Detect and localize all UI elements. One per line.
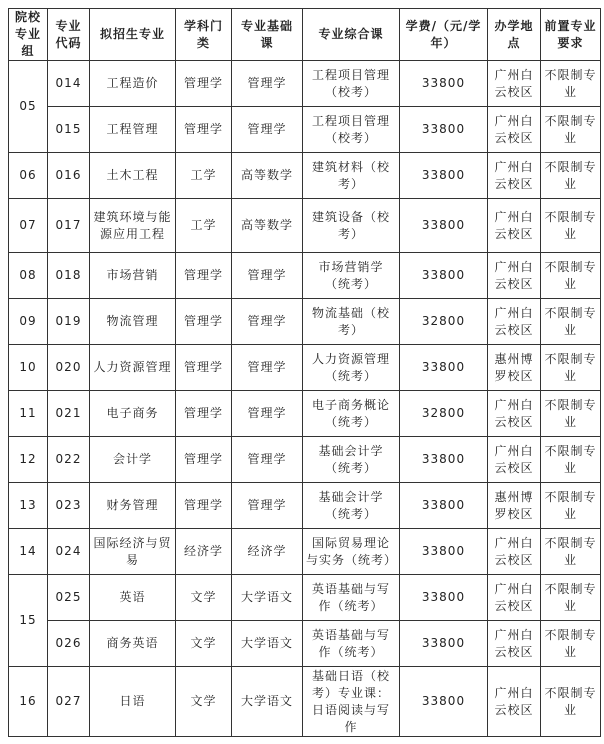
campus: 广州白云校区 — [488, 199, 541, 253]
group-number: 14 — [9, 529, 48, 575]
header-code: 专业代码 — [48, 9, 90, 61]
header-group: 院校专业组 — [9, 9, 48, 61]
campus: 广州白云校区 — [488, 61, 541, 107]
prereq: 不限制专业 — [541, 61, 601, 107]
comprehensive-course: 基础日语（校考）专业课：日语阅读与写作 — [303, 667, 400, 737]
tuition: 33800 — [400, 153, 488, 199]
discipline-category: 管理学 — [176, 483, 232, 529]
group-number: 07 — [9, 199, 48, 253]
tuition: 33800 — [400, 61, 488, 107]
table-row — [9, 667, 601, 737]
group-number: 11 — [9, 391, 48, 437]
basic-course: 管理学 — [232, 253, 303, 299]
major-name: 工程管理 — [90, 107, 176, 153]
major-name: 会计学 — [90, 437, 176, 483]
major-code: 025 — [48, 575, 90, 621]
comprehensive-course: 基础会计学（统考） — [303, 437, 400, 483]
tuition: 33800 — [400, 621, 488, 667]
campus: 广州白云校区 — [488, 529, 541, 575]
table-row — [9, 575, 601, 621]
prereq: 不限制专业 — [541, 621, 601, 667]
basic-course: 管理学 — [232, 483, 303, 529]
header-category: 学科门类 — [176, 9, 232, 61]
major-code: 020 — [48, 345, 90, 391]
tuition: 33800 — [400, 107, 488, 153]
tuition: 33800 — [400, 575, 488, 621]
basic-course: 高等数学 — [232, 199, 303, 253]
basic-course: 管理学 — [232, 437, 303, 483]
discipline-category: 管理学 — [176, 253, 232, 299]
discipline-category: 文学 — [176, 575, 232, 621]
tuition: 33800 — [400, 345, 488, 391]
major-code: 021 — [48, 391, 90, 437]
comprehensive-course: 市场营销学（统考） — [303, 253, 400, 299]
prereq: 不限制专业 — [541, 199, 601, 253]
basic-course: 大学语文 — [232, 667, 303, 737]
comprehensive-course: 建筑设备（校考） — [303, 199, 400, 253]
major-name: 人力资源管理 — [90, 345, 176, 391]
discipline-category: 文学 — [176, 667, 232, 737]
table-row — [9, 529, 601, 575]
group-number: 12 — [9, 437, 48, 483]
campus: 广州白云校区 — [488, 621, 541, 667]
prereq: 不限制专业 — [541, 345, 601, 391]
discipline-category: 管理学 — [176, 299, 232, 345]
group-number: 16 — [9, 667, 48, 737]
basic-course: 管理学 — [232, 61, 303, 107]
comprehensive-course: 工程项目管理（校考） — [303, 107, 400, 153]
tuition: 33800 — [400, 667, 488, 737]
campus: 广州白云校区 — [488, 575, 541, 621]
major-code: 026 — [48, 621, 90, 667]
discipline-category: 管理学 — [176, 107, 232, 153]
group-number: 13 — [9, 483, 48, 529]
major-name: 土木工程 — [90, 153, 176, 199]
prereq: 不限制专业 — [541, 437, 601, 483]
comprehensive-course: 英语基础与写作（统考） — [303, 621, 400, 667]
header-comprehensive: 专业综合课 — [303, 9, 400, 61]
campus: 广州白云校区 — [488, 391, 541, 437]
major-code: 015 — [48, 107, 90, 153]
major-code: 019 — [48, 299, 90, 345]
campus: 广州白云校区 — [488, 253, 541, 299]
discipline-category: 管理学 — [176, 437, 232, 483]
tuition: 33800 — [400, 199, 488, 253]
major-name: 商务英语 — [90, 621, 176, 667]
table-row — [9, 61, 601, 107]
major-name: 财务管理 — [90, 483, 176, 529]
major-code: 016 — [48, 153, 90, 199]
major-name: 工程造价 — [90, 61, 176, 107]
major-name: 市场营销 — [90, 253, 176, 299]
comprehensive-course: 人力资源管理（统考） — [303, 345, 400, 391]
group-number: 09 — [9, 299, 48, 345]
major-code: 027 — [48, 667, 90, 737]
group-number: 08 — [9, 253, 48, 299]
table-row — [9, 107, 601, 153]
basic-course: 管理学 — [232, 345, 303, 391]
major-name: 建筑环境与能源应用工程 — [90, 199, 176, 253]
table-row — [9, 253, 601, 299]
basic-course: 高等数学 — [232, 153, 303, 199]
prereq: 不限制专业 — [541, 529, 601, 575]
major-code: 017 — [48, 199, 90, 253]
header-campus: 办学地点 — [488, 9, 541, 61]
comprehensive-course: 建筑材料（校考） — [303, 153, 400, 199]
table-row — [9, 299, 601, 345]
header-prereq: 前置专业要求 — [541, 9, 601, 61]
table-row — [9, 621, 601, 667]
admission-table — [8, 8, 601, 737]
major-code: 024 — [48, 529, 90, 575]
group-number: 05 — [9, 61, 48, 153]
campus: 惠州博罗校区 — [488, 345, 541, 391]
comprehensive-course: 英语基础与写作（统考） — [303, 575, 400, 621]
basic-course: 经济学 — [232, 529, 303, 575]
basic-course: 管理学 — [232, 107, 303, 153]
group-number: 10 — [9, 345, 48, 391]
major-name: 电子商务 — [90, 391, 176, 437]
major-code: 018 — [48, 253, 90, 299]
prereq: 不限制专业 — [541, 483, 601, 529]
basic-course: 大学语文 — [232, 621, 303, 667]
prereq: 不限制专业 — [541, 153, 601, 199]
table-row — [9, 391, 601, 437]
comprehensive-course: 物流基础（校考） — [303, 299, 400, 345]
campus: 广州白云校区 — [488, 153, 541, 199]
tuition: 33800 — [400, 437, 488, 483]
major-code: 022 — [48, 437, 90, 483]
major-code: 023 — [48, 483, 90, 529]
discipline-category: 管理学 — [176, 391, 232, 437]
group-number: 15 — [9, 575, 48, 667]
campus: 广州白云校区 — [488, 667, 541, 737]
tuition: 33800 — [400, 253, 488, 299]
discipline-category: 管理学 — [176, 61, 232, 107]
tuition: 32800 — [400, 391, 488, 437]
prereq: 不限制专业 — [541, 667, 601, 737]
discipline-category: 工学 — [176, 199, 232, 253]
campus: 广州白云校区 — [488, 437, 541, 483]
campus: 惠州博罗校区 — [488, 483, 541, 529]
major-name: 国际经济与贸易 — [90, 529, 176, 575]
campus: 广州白云校区 — [488, 299, 541, 345]
prereq: 不限制专业 — [541, 391, 601, 437]
table-row — [9, 345, 601, 391]
table-row — [9, 199, 601, 253]
comprehensive-course: 工程项目管理（校考） — [303, 61, 400, 107]
prereq: 不限制专业 — [541, 575, 601, 621]
header-row — [9, 9, 601, 61]
basic-course: 大学语文 — [232, 575, 303, 621]
prereq: 不限制专业 — [541, 107, 601, 153]
comprehensive-course: 电子商务概论（统考） — [303, 391, 400, 437]
major-name: 英语 — [90, 575, 176, 621]
campus: 广州白云校区 — [488, 107, 541, 153]
major-name: 日语 — [90, 667, 176, 737]
header-tuition: 学费/（元/学年） — [400, 9, 488, 61]
basic-course: 管理学 — [232, 391, 303, 437]
prereq: 不限制专业 — [541, 253, 601, 299]
group-number: 06 — [9, 153, 48, 199]
table-row — [9, 483, 601, 529]
discipline-category: 经济学 — [176, 529, 232, 575]
header-basic: 专业基础课 — [232, 9, 303, 61]
discipline-category: 文学 — [176, 621, 232, 667]
comprehensive-course: 基础会计学（统考） — [303, 483, 400, 529]
discipline-category: 工学 — [176, 153, 232, 199]
tuition: 32800 — [400, 299, 488, 345]
tuition: 33800 — [400, 529, 488, 575]
major-code: 014 — [48, 61, 90, 107]
tuition: 33800 — [400, 483, 488, 529]
major-name: 物流管理 — [90, 299, 176, 345]
header-major: 拟招生专业 — [90, 9, 176, 61]
basic-course: 管理学 — [232, 299, 303, 345]
table-row — [9, 437, 601, 483]
discipline-category: 管理学 — [176, 345, 232, 391]
comprehensive-course: 国际贸易理论与实务（统考） — [303, 529, 400, 575]
prereq: 不限制专业 — [541, 299, 601, 345]
table-row — [9, 153, 601, 199]
